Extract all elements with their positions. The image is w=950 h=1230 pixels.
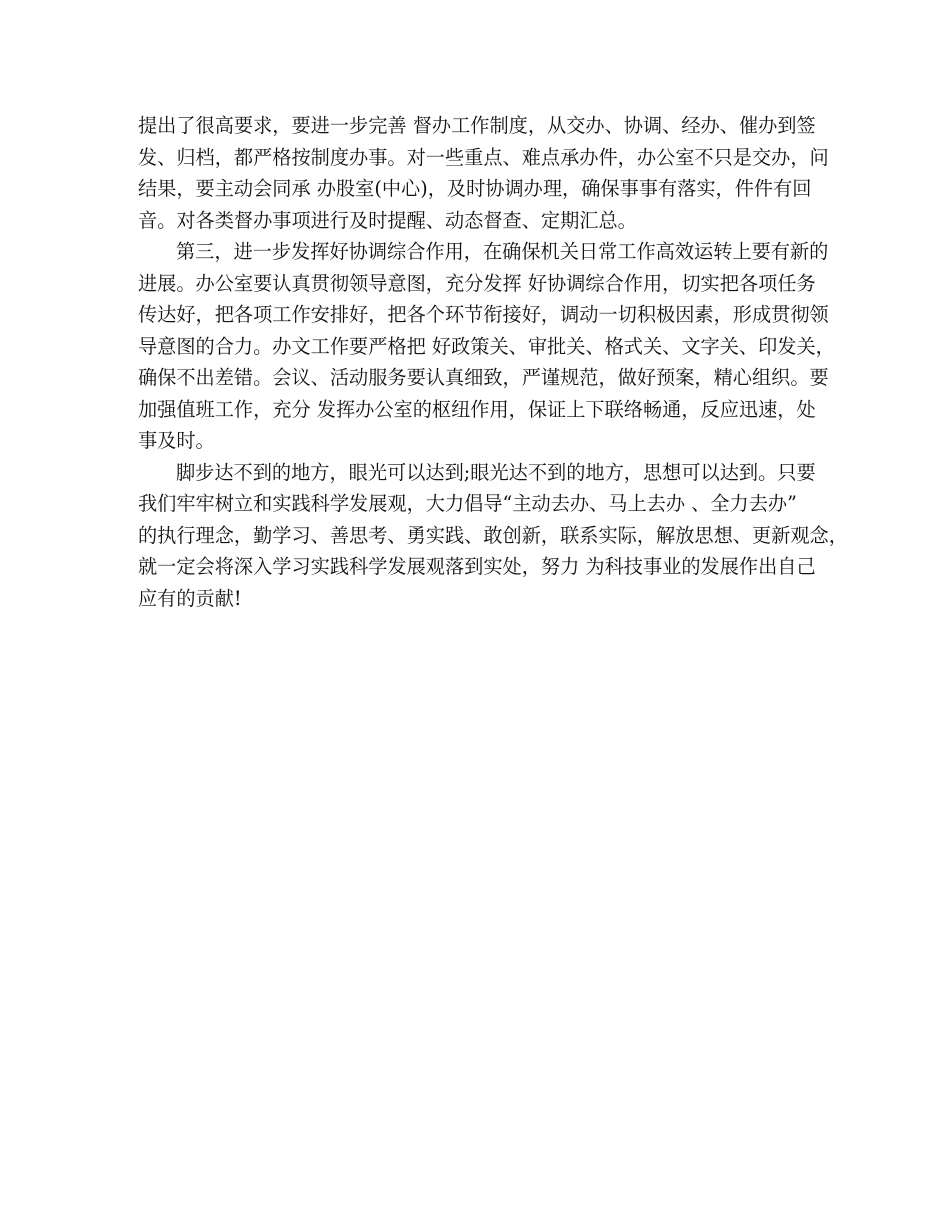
text-line: 的执行理念，勤学习、善思考、勇实践、敢创新，联系实际，解放思想、更新观念， — [138, 523, 848, 547]
paragraph-coordination — [138, 236, 835, 457]
text-line: 确保不出差错。会议、活动服务要认真细致，严谨规范，做好预案，精心组织。要 — [138, 366, 829, 389]
paragraph-supervision — [138, 110, 828, 236]
text-line: 应有的贡献! — [138, 586, 242, 610]
text-line: 第三，进一步发挥好协调综合作用，在确保机关日常工作高效运转上要有新的 — [176, 240, 829, 263]
text-line: 进展。办公室要认真贯彻领导意图，充分发挥 好协调综合作用，切实把各项任务 — [138, 271, 816, 295]
text-line: 提出了很高要求，要进一步完善 督办工作制度，从交办、协调、经办、催办到签 — [138, 114, 816, 137]
text-line: 发、归档，都严格按制度办事。对一些重点、难点承办件，办公室不只是交办，问 — [138, 145, 829, 169]
text-line: 就一定会将深入学习实践科学发展观落到实处，努力 为科技事业的发展作出自己 — [138, 555, 816, 578]
text-line: 导意图的合力。办文工作要严格把 好政策关、审批关、格式关、文字关、印发关， — [138, 334, 835, 358]
text-line: 我们牢牢树立和实践科学发展观，大力倡导“主动去办、马上去办 、全力去办” — [138, 492, 797, 515]
document-body — [138, 110, 848, 614]
text-line: 传达好，把各项工作安排好，把各个环节衔接好，调动一切积极因素，形成贯彻领 — [138, 303, 829, 326]
text-line: 音。对各类督办事项进行及时提醒、动态督查、定期汇总。 — [138, 208, 637, 232]
text-line: 加强值班工作，充分 发挥办公室的枢纽作用，保证上下联络畅通，反应迅速，处 — [138, 397, 816, 421]
text-line: 脚步达不到的地方，眼光可以达到;眼光达不到的地方，思想可以达到。只要 — [176, 460, 816, 484]
text-line: 结果，要主动会同承 办股室(中心)，及时协调办理，确保事事有落实，件件有回 — [138, 177, 812, 200]
text-line: 事及时。 — [138, 429, 215, 452]
paragraph-conclusion — [138, 457, 848, 615]
